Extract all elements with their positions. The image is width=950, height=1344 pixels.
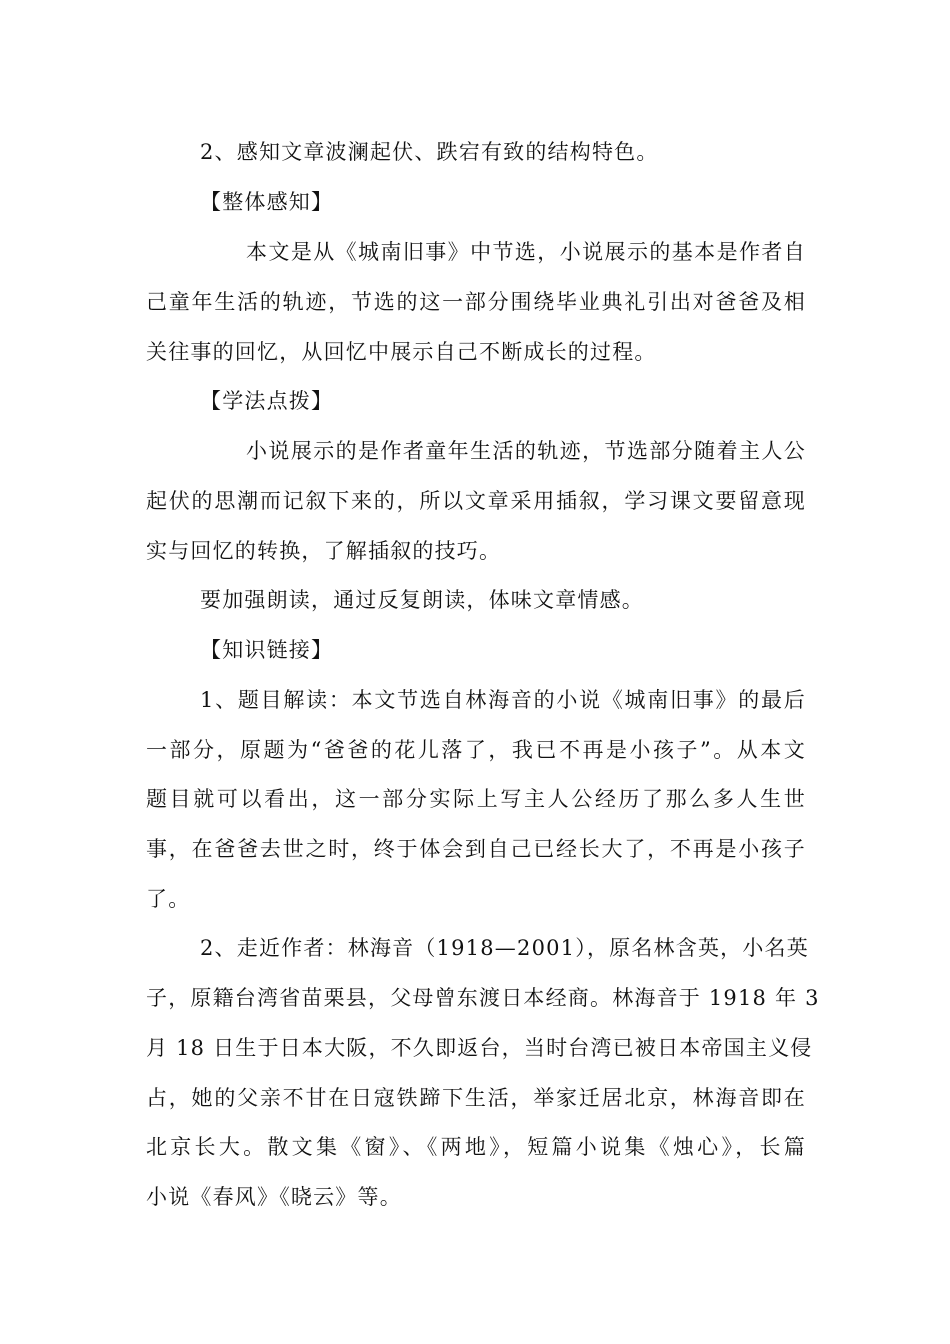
paragraph-line: 了。 [146, 887, 191, 911]
objective-line-2: 2、感知文章波澜起伏、跌宕有致的结构特色。 [200, 140, 659, 164]
paragraph-line: 小说《春风》《晓云》等。 [146, 1185, 402, 1209]
section-heading-overall-perception: 【整体感知】 [200, 190, 334, 214]
section-heading-study-method: 【学法点拨】 [200, 389, 334, 413]
paragraph-line: 实与回忆的转换，了解插叙的技巧。 [146, 539, 502, 563]
section-heading-knowledge-link: 【知识链接】 [200, 638, 334, 662]
paragraph-line: 本文是从《城南旧事》中节选，小说展示的基本是作者自 [246, 240, 806, 264]
paragraph-line: 一部分，原题为“爸爸的花儿落了，我已不再是小孩子”。从本文 [146, 738, 806, 762]
paragraph-line: 小说展示的是作者童年生活的轨迹，节选部分随着主人公 [246, 439, 806, 463]
paragraph-line: 月 18 日生于日本大阪，不久即返台，当时台湾已被日本帝国主义侵 [146, 1036, 813, 1060]
paragraph-line: 事，在爸爸去世之时，终于体会到自己已经长大了，不再是小孩子 [146, 837, 806, 861]
paragraph-line: 关往事的回忆，从回忆中展示自己不断成长的过程。 [146, 340, 657, 364]
paragraph-line: 子，原籍台湾省苗栗县，父母曾东渡日本经商。林海音于 1918 年 3 [146, 986, 820, 1010]
paragraph-line: 起伏的思潮而记叙下来的，所以文章采用插叙，学习课文要留意现 [146, 489, 806, 513]
paragraph-line: 2、走近作者：林海音（1918—2001），原名林含英，小名英 [200, 936, 809, 960]
paragraph-line: 北京长大。散文集《窗》、《两地》，短篇小说集《烛心》，长篇 [146, 1135, 806, 1159]
paragraph-line: 1、题目解读：本文节选自林海音的小说《城南旧事》的最后 [200, 688, 806, 712]
paragraph-line: 要加强朗读，通过反复朗读，体味文章情感。 [200, 588, 644, 612]
paragraph-line: 占，她的父亲不甘在日寇铁蹄下生活，举家迁居北京，林海音即在 [146, 1086, 806, 1110]
paragraph-line: 题目就可以看出，这一部分实际上写主人公经历了那么多人生世 [146, 787, 806, 811]
paragraph-line: 己童年生活的轨迹，节选的这一部分围绕毕业典礼引出对爸爸及相 [146, 290, 806, 314]
